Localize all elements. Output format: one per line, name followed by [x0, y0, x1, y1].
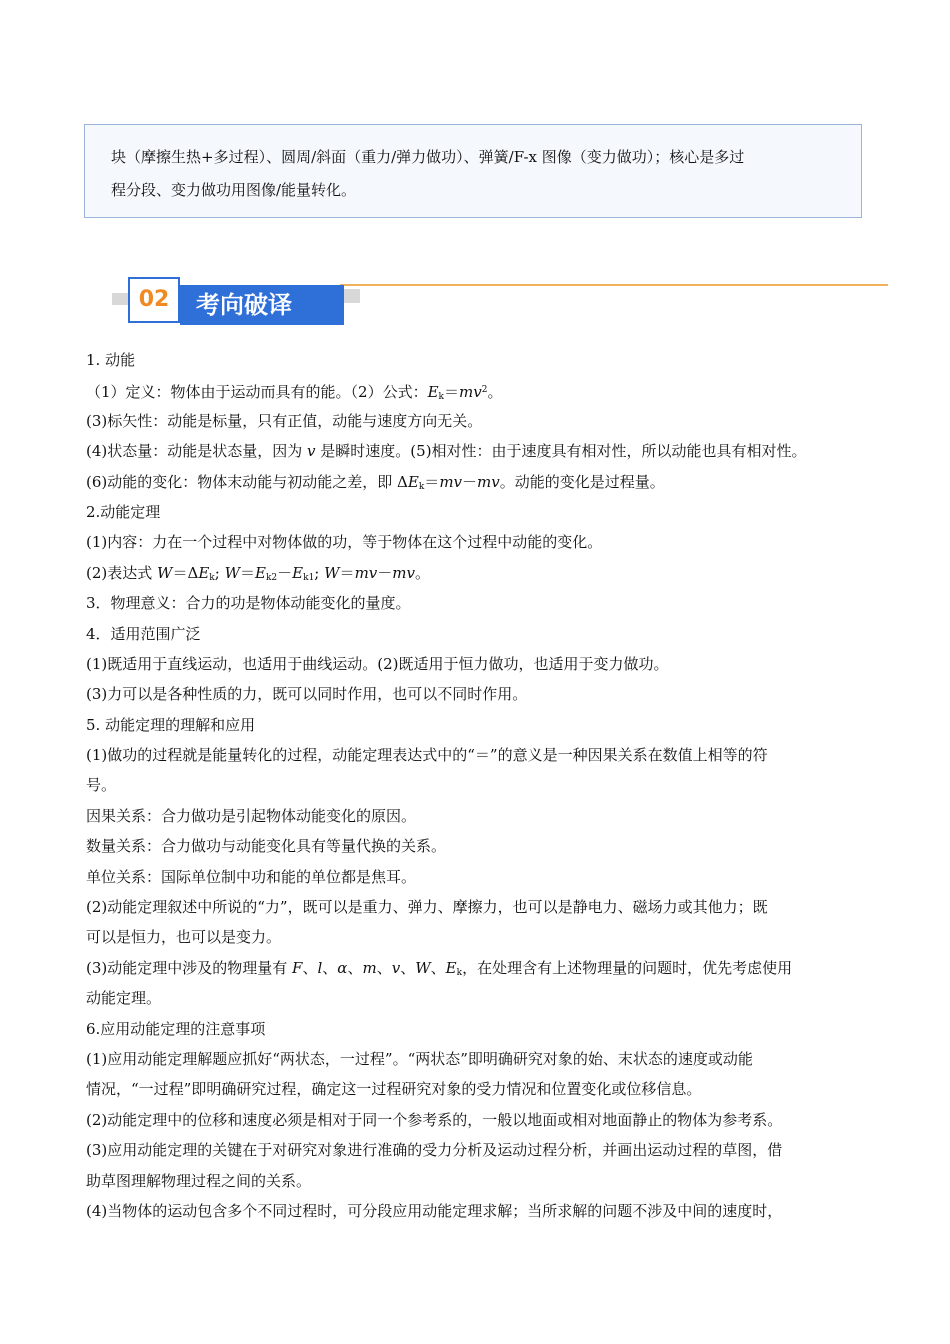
heading-notes: 6.应用动能定理的注意事项: [86, 1019, 266, 1038]
body-content: [86, 345, 876, 1226]
para-note-3b: 助草图理解物理过程之间的关系。: [86, 1171, 312, 1190]
para-definition-formula: （1）定义：物体由于运动而具有的能。（2）公式：$E_k=mv^2$。: [86, 383, 503, 403]
para-note-4: (4)当物体的运动包含多个不同过程时，可分段应用动能定理求解；当所求解的问题不涉及中间的速度时，: [86, 1201, 783, 1220]
para-expression: (2)表达式 $W=\Delta E_k$; $W=E_{k2}-E_{k1}$; W＝mv－mv。: [86, 563, 430, 583]
callout-line-2: 程分段、变力做功用图像/能量转化。: [111, 181, 357, 199]
para-note-2: (2)动能定理中的位移和速度必须是相对于同一个参考系的，一般以地面或相对地面静止的物体为参考系。: [86, 1110, 783, 1129]
heading-theorem: 2.动能定理: [86, 502, 161, 521]
heading-kinetic-energy: 1. 动能: [86, 351, 136, 369]
para-scope-2: (3)力可以是各种性质的力，既可以同时作用，也可以不同时作用。: [86, 685, 528, 704]
summary-callout: [84, 124, 862, 218]
heading-application: 5. 动能定理的理解和应用: [86, 715, 256, 734]
heading-scope: 4．适用范围广泛: [86, 624, 201, 643]
para-physical-meaning: 3．物理意义：合力的功是物体动能变化的量度。: [86, 594, 411, 613]
section-number: 02: [128, 277, 180, 323]
para-force-b: 可以是恒力，也可以是变力。: [86, 928, 282, 947]
para-unit: 单位关系：国际单位制中功和能的单位都是焦耳。: [86, 867, 417, 886]
para-quantities-end: 动能定理。: [86, 989, 162, 1008]
para-application-1a: (1)做功的过程就是能量转化的过程，动能定理表达式中的“＝”的意义是一种因果关系在数值上相等的符: [86, 746, 768, 765]
header-rule: [340, 284, 888, 286]
section-header: [108, 277, 888, 329]
para-causal: 因果关系：合力做功是引起物体动能变化的原因。: [86, 806, 417, 825]
para-force-a: (2)动能定理叙述中所说的“力”，既可以是重力、弹力、摩擦力，也可以是静电力、磁场力或其他力；既: [86, 898, 768, 917]
para-scope-1: (1)既适用于直线运动，也适用于曲线运动。(2)既适用于恒力做功，也适用于变力做功。: [86, 654, 669, 673]
para-application-1b: 号。: [86, 776, 117, 795]
para-note-3a: (3)应用动能定理的关键在于对研究对象进行准确的受力分析及运动过程分析，并画出运动过程的草图，借: [86, 1141, 783, 1160]
para-quantity: 数量关系：合力做功与动能变化具有等量代换的关系。: [86, 837, 447, 856]
para-scalar: (3)标矢性：动能是标量，只有正值，动能与速度方向无关。: [86, 411, 483, 430]
para-energy-change: (6)动能的变化：物体末动能与初动能之差，即 $\Delta E_k=mv-mv$。动能的变化是过程量。: [86, 472, 665, 492]
callout-line-1: 块（摩擦生热+多过程）、圆周/斜面（重力/弹力做功）、弹簧/F-x 图像（变力做功）；核心是多过: [111, 148, 745, 166]
para-state-quantity: (4)状态量：动能是状态量，因为 v 是瞬时速度。(5)相对性：由于速度具有相对性，所以动能也具有相对性。: [86, 442, 807, 461]
para-note-1a: (1)应用动能定理解题应抓好“两状态，一过程”。“两状态”即明确研究对象的始、末状态的速度或动能: [86, 1049, 753, 1068]
para-content: (1)内容：力在一个过程中对物体做的功，等于物体在这个过程中动能的变化。: [86, 533, 603, 552]
section-title: 考向破译: [180, 285, 344, 325]
para-note-1b: 情况，“一过程”即明确研究过程，确定这一过程研究对象的受力情况和位置变化或位移信息。: [86, 1080, 702, 1099]
para-quantities: (3)动能定理中涉及的物理量有 F、l、α、m、v、W、$E_k$，在处理含有上述物理量的问题时，优先考虑使用: [86, 958, 793, 978]
